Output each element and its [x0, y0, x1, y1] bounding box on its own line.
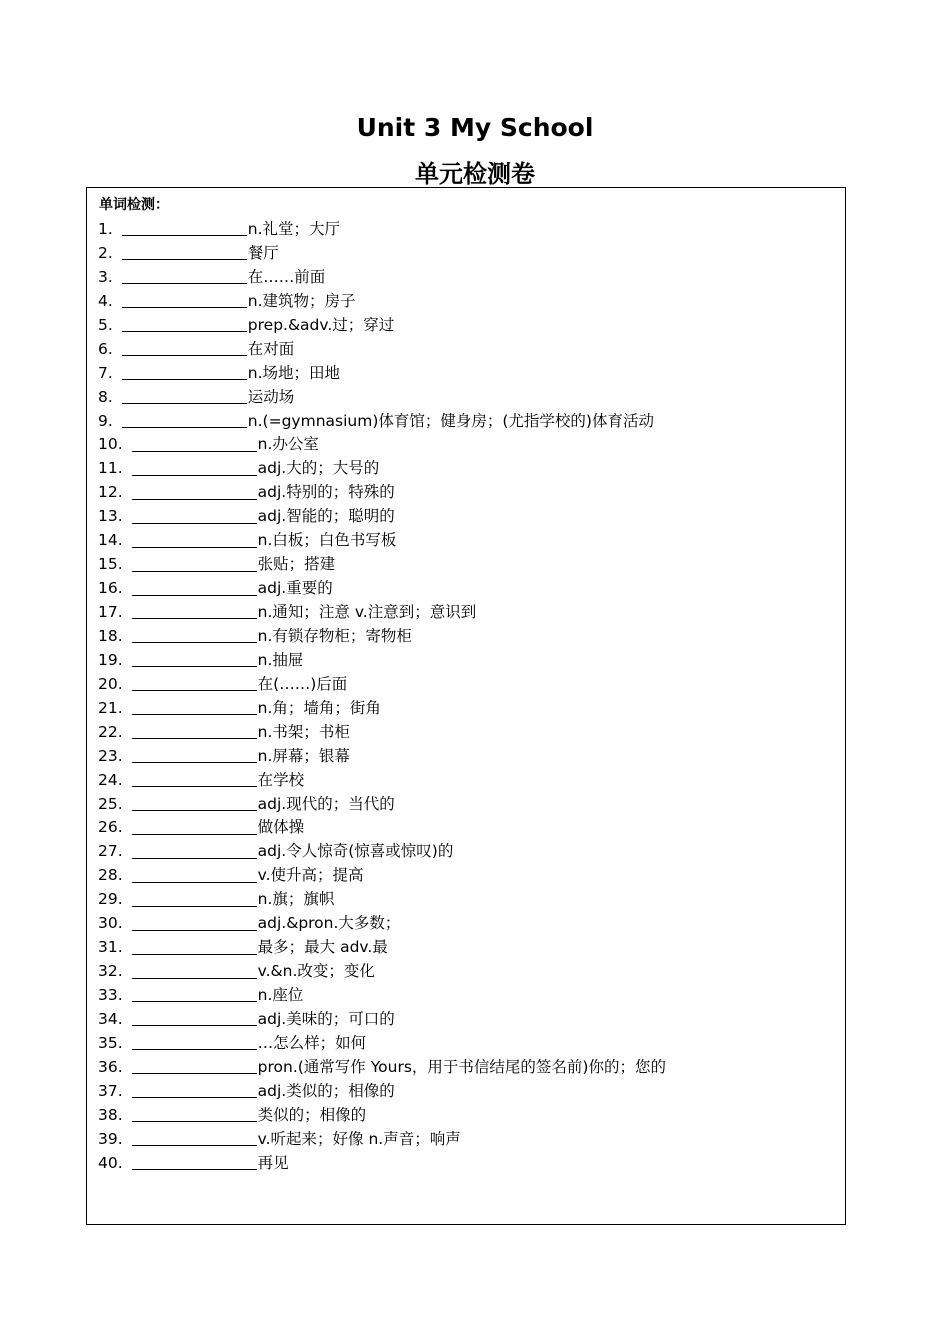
item-number: 15. — [98, 555, 123, 574]
item-number: 22. — [98, 722, 123, 741]
item-definition: 运动场 — [247, 387, 295, 406]
vocab-item — [98, 410, 666, 434]
answer-blank[interactable] — [132, 794, 257, 811]
item-definition: adj.现代的；当代的 — [257, 794, 395, 813]
vocab-item — [98, 745, 666, 769]
vocab-list — [98, 218, 666, 1176]
vocab-item — [98, 936, 666, 960]
item-number: 26. — [98, 818, 123, 837]
answer-blank[interactable] — [122, 387, 247, 404]
item-definition: n.旗；旗帜 — [257, 890, 335, 909]
vocab-item — [98, 553, 666, 577]
item-number: 1. — [98, 220, 113, 238]
item-definition: adj.重要的 — [257, 579, 333, 598]
vocab-item — [98, 529, 666, 553]
answer-blank[interactable] — [132, 985, 257, 1002]
item-definition: 在对面 — [247, 339, 295, 358]
vocab-item — [98, 1008, 666, 1032]
item-definition: n.有锁存物柜；寄物柜 — [257, 626, 412, 645]
document-title: Unit 3 My School — [356, 113, 594, 142]
vocab-item — [98, 481, 666, 505]
item-number: 25. — [98, 794, 123, 813]
item-number: 29. — [98, 890, 123, 909]
answer-blank[interactable] — [122, 219, 247, 236]
answer-blank[interactable] — [122, 243, 247, 260]
answer-blank[interactable] — [132, 1009, 257, 1026]
answer-blank[interactable] — [132, 890, 257, 907]
answer-blank[interactable] — [132, 770, 257, 787]
vocab-item — [98, 433, 666, 457]
item-number: 17. — [98, 603, 123, 621]
item-number: 30. — [98, 914, 123, 933]
item-definition: adj.&pron.大多数； — [257, 914, 401, 933]
item-definition: n.场地；田地 — [247, 363, 341, 382]
vocab-item — [98, 1056, 666, 1080]
vocab-item — [98, 888, 666, 912]
item-definition: n.抽屉 — [257, 650, 304, 669]
item-definition: adj.类似的；相像的 — [257, 1081, 395, 1100]
answer-blank[interactable] — [132, 938, 257, 955]
answer-blank[interactable] — [122, 315, 247, 332]
answer-blank[interactable] — [132, 914, 257, 931]
item-number: 27. — [98, 842, 123, 861]
item-number: 3. — [98, 267, 113, 286]
item-definition: v.使升高；提高 — [257, 866, 364, 885]
answer-blank[interactable] — [132, 1105, 257, 1122]
answer-blank[interactable] — [132, 579, 257, 596]
item-definition: adj.大的；大号的 — [257, 459, 380, 478]
answer-blank[interactable] — [122, 291, 247, 308]
vocab-item — [98, 1104, 666, 1128]
answer-blank[interactable] — [132, 962, 257, 979]
item-number: 10. — [98, 435, 123, 454]
answer-blank[interactable] — [132, 531, 257, 548]
document-subtitle: 单元检测卷 — [415, 160, 535, 188]
vocab-item — [98, 697, 666, 721]
vocab-item — [98, 625, 666, 649]
item-definition: n.角；墙角；街角 — [257, 698, 381, 717]
item-number: 24. — [98, 770, 123, 789]
answer-blank[interactable] — [122, 339, 247, 356]
item-number: 37. — [98, 1081, 123, 1100]
item-number: 8. — [98, 387, 113, 406]
item-number: 31. — [98, 938, 123, 957]
item-number: 12. — [98, 483, 123, 502]
item-definition: 在学校 — [257, 770, 305, 789]
vocab-item — [98, 601, 666, 625]
item-definition: 张贴；搭建 — [257, 555, 336, 574]
vocab-item — [98, 505, 666, 529]
answer-blank[interactable] — [132, 722, 257, 739]
vocab-item — [98, 816, 666, 840]
answer-blank[interactable] — [132, 674, 257, 691]
item-number: 5. — [98, 315, 113, 334]
item-definition: …怎么样；如何 — [257, 1033, 367, 1052]
item-definition: adj.智能的；聪明的 — [257, 507, 395, 526]
item-definition: n.通知；注意 v.注意到；意识到 — [257, 603, 477, 621]
item-number: 36. — [98, 1057, 123, 1076]
item-definition: adj.令人惊奇(惊喜或惊叹)的 — [257, 842, 454, 861]
answer-blank[interactable] — [132, 818, 257, 835]
answer-blank[interactable] — [122, 363, 247, 380]
answer-blank[interactable] — [122, 267, 247, 284]
vocab-item — [98, 1032, 666, 1056]
vocab-item — [98, 314, 666, 338]
section-label: 单词检测： — [99, 197, 169, 213]
answer-blank[interactable] — [132, 507, 257, 524]
vocab-item — [98, 984, 666, 1008]
answer-blank[interactable] — [132, 1033, 257, 1050]
item-number: 38. — [98, 1105, 123, 1124]
item-definition: n.白板；白色书写板 — [257, 531, 397, 550]
item-definition: n.屏幕；银幕 — [257, 746, 350, 765]
vocab-item — [98, 386, 666, 410]
item-definition: 最多；最大 adv.最 — [257, 938, 388, 957]
answer-blank[interactable] — [132, 1129, 257, 1146]
item-definition: v.&n.改变；变化 — [257, 962, 375, 981]
item-definition: 在(……)后面 — [257, 674, 348, 693]
item-number: 13. — [98, 507, 123, 526]
item-definition: 类似的；相像的 — [257, 1105, 367, 1124]
answer-blank[interactable] — [132, 602, 257, 619]
vocab-item — [98, 864, 666, 888]
answer-blank[interactable] — [132, 842, 257, 859]
vocab-item — [98, 840, 666, 864]
answer-blank[interactable] — [132, 459, 257, 476]
item-number: 40. — [98, 1153, 123, 1172]
vocab-test-box — [86, 187, 846, 1225]
item-definition: 餐厅 — [247, 243, 279, 262]
answer-blank[interactable] — [122, 411, 247, 428]
vocab-item — [98, 793, 666, 817]
answer-blank[interactable] — [132, 650, 257, 667]
item-number: 23. — [98, 746, 123, 765]
item-definition: n.建筑物；房子 — [247, 291, 356, 310]
item-definition: pron.(通常写作 Yours，用于书信结尾的签名前)你的；您的 — [257, 1057, 666, 1076]
vocab-item — [98, 242, 666, 266]
answer-blank[interactable] — [132, 1081, 257, 1098]
vocab-item — [98, 266, 666, 290]
vocab-item — [98, 673, 666, 697]
item-number: 9. — [98, 411, 113, 430]
vocab-item — [98, 769, 666, 793]
vocab-item — [98, 649, 666, 673]
vocab-item — [98, 577, 666, 601]
vocab-item — [98, 338, 666, 362]
item-number: 35. — [98, 1033, 123, 1052]
answer-blank[interactable] — [132, 746, 257, 763]
item-number: 4. — [98, 291, 113, 310]
item-number: 2. — [98, 243, 113, 262]
item-number: 14. — [98, 531, 123, 550]
answer-blank[interactable] — [132, 435, 257, 452]
answer-blank[interactable] — [132, 1153, 257, 1170]
vocab-item — [98, 721, 666, 745]
item-definition: 在……前面 — [247, 267, 326, 286]
item-number: 19. — [98, 650, 123, 669]
item-definition: adj.美味的；可口的 — [257, 1009, 395, 1028]
vocab-item — [98, 912, 666, 936]
item-number: 11. — [98, 459, 123, 478]
vocab-item — [98, 960, 666, 984]
answer-blank[interactable] — [132, 483, 257, 500]
item-number: 7. — [98, 363, 113, 382]
item-number: 39. — [98, 1129, 123, 1148]
item-definition: n.办公室 — [257, 435, 319, 454]
answer-blank[interactable] — [132, 626, 257, 643]
item-definition: 做体操 — [257, 818, 305, 837]
answer-blank[interactable] — [132, 555, 257, 572]
item-number: 16. — [98, 579, 123, 598]
vocab-item — [98, 1152, 666, 1176]
item-definition: n.(=gymnasium)体育馆；健身房；(尤指学校的)体育活动 — [247, 411, 654, 430]
item-number: 6. — [98, 339, 113, 358]
item-definition: adj.特别的；特殊的 — [257, 483, 395, 502]
vocab-item — [98, 290, 666, 314]
answer-blank[interactable] — [132, 698, 257, 715]
item-definition: n.座位 — [257, 986, 304, 1004]
item-number: 21. — [98, 698, 123, 717]
vocab-item — [98, 1080, 666, 1104]
vocab-item — [98, 1128, 666, 1152]
item-number: 33. — [98, 986, 123, 1004]
item-definition: 再见 — [257, 1153, 289, 1172]
vocab-item — [98, 457, 666, 481]
item-number: 28. — [98, 866, 123, 885]
answer-blank[interactable] — [132, 1057, 257, 1074]
item-number: 20. — [98, 674, 123, 693]
item-definition: n.礼堂；大厅 — [247, 220, 341, 238]
item-definition: n.书架；书柜 — [257, 722, 350, 741]
vocab-item — [98, 362, 666, 386]
item-number: 18. — [98, 626, 123, 645]
vocab-item — [98, 218, 666, 242]
item-definition: v.听起来；好像 n.声音；响声 — [257, 1129, 461, 1148]
answer-blank[interactable] — [132, 866, 257, 883]
item-number: 32. — [98, 962, 123, 981]
item-definition: prep.&adv.过；穿过 — [247, 315, 395, 334]
item-number: 34. — [98, 1009, 123, 1028]
